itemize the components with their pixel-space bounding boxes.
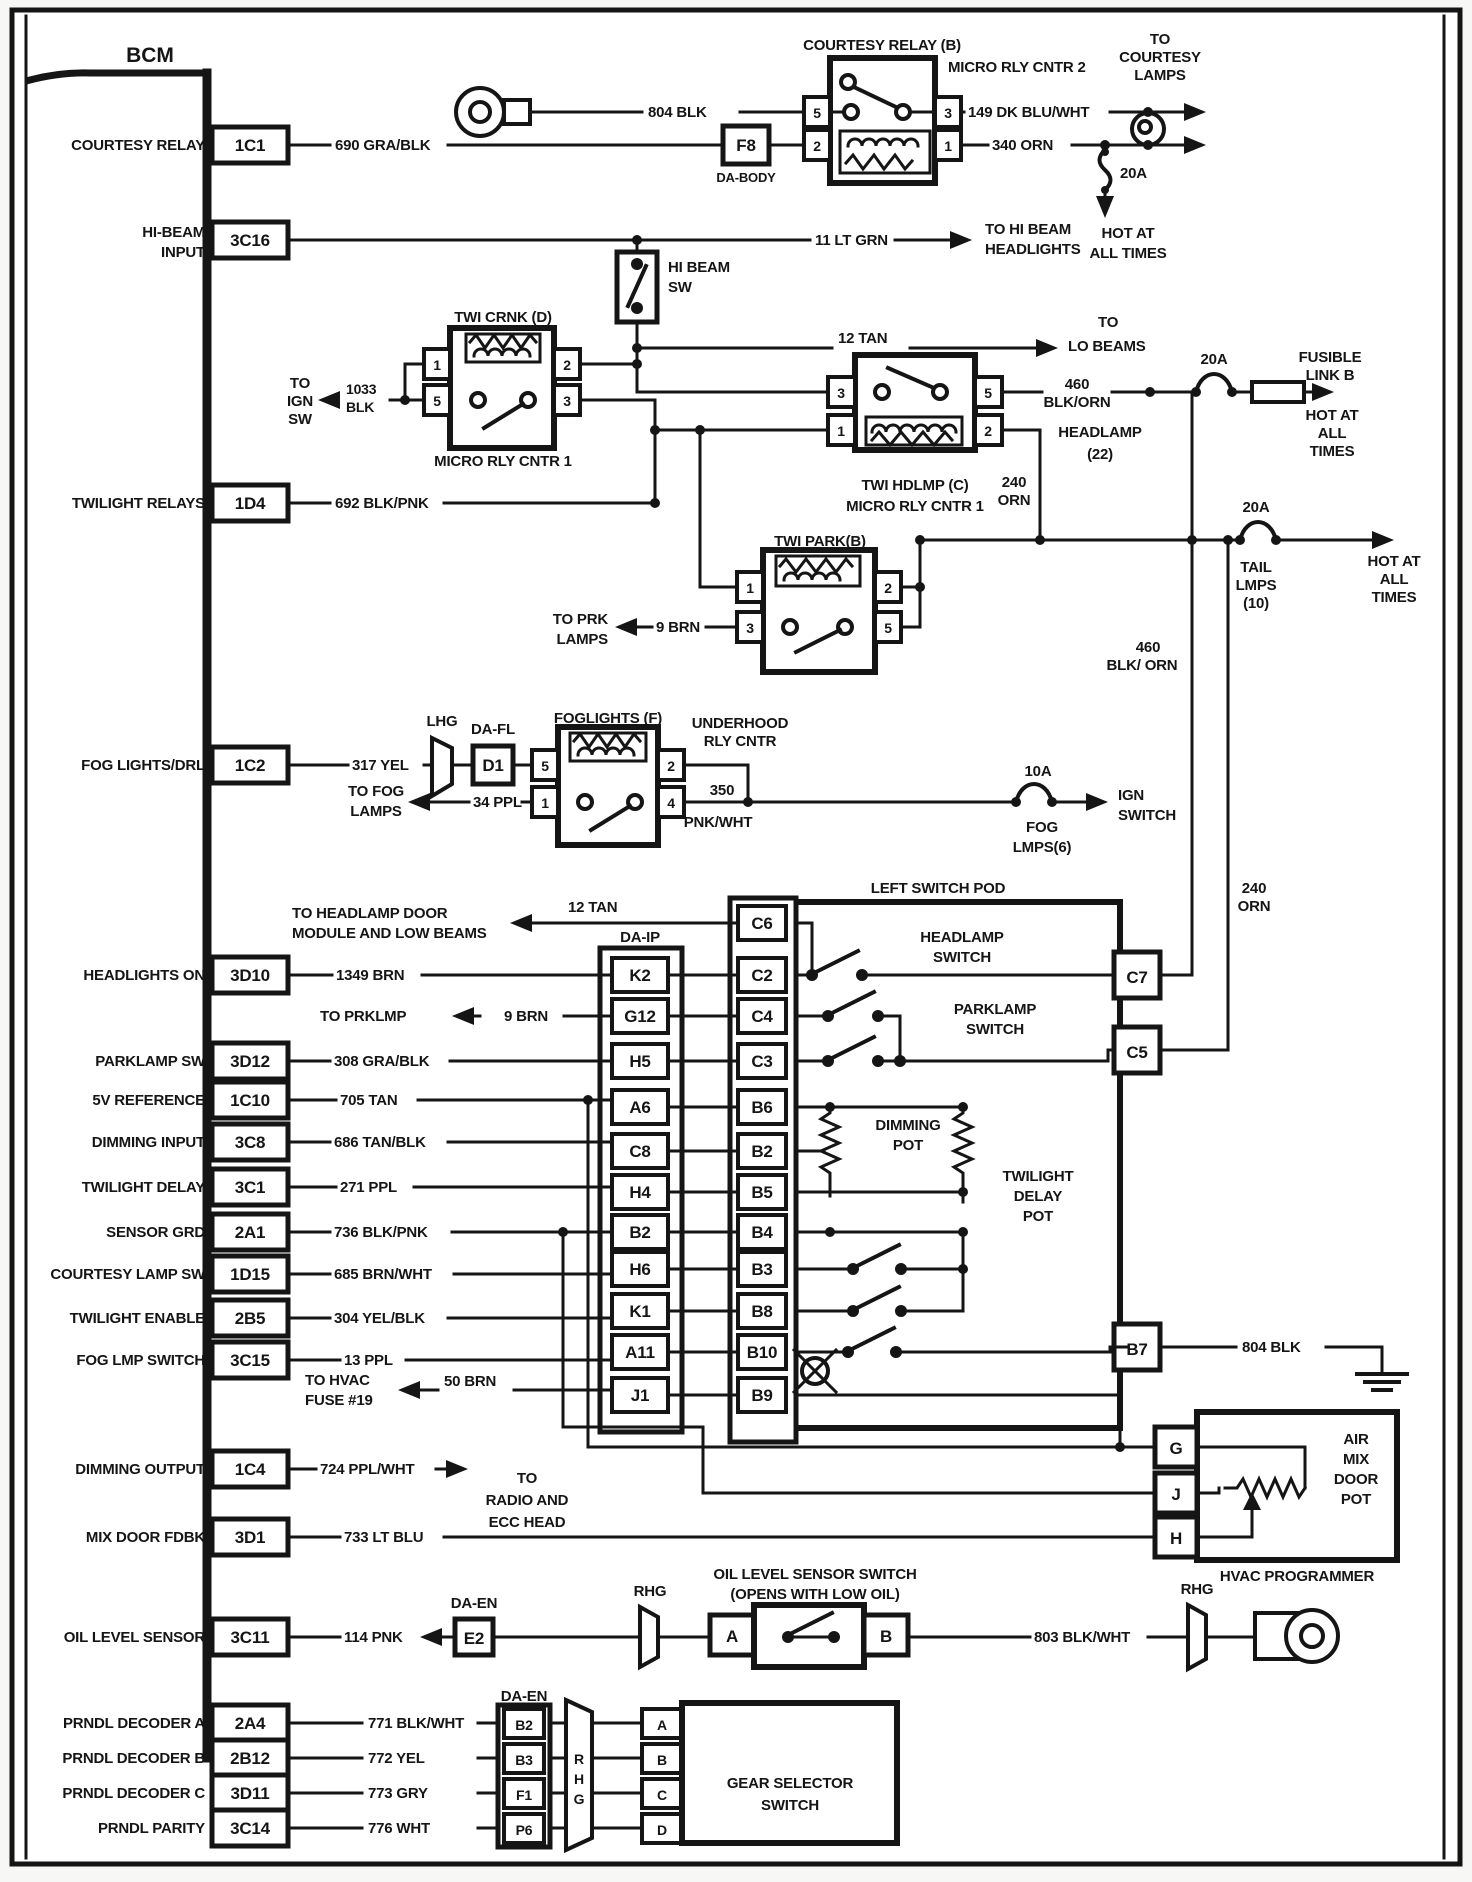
wire-label-724: 724 PPL/WHT [320, 1461, 415, 1478]
bcm-row-label: PRNDL DECODER C [62, 1785, 205, 1802]
to-ign-sw2: IGN [286, 393, 314, 410]
bcm-pin-code: 1D4 [234, 494, 266, 513]
da-ip-pin: G12 [624, 1007, 656, 1026]
parklamp-switch-label: PARKLAMP [953, 1001, 1037, 1018]
da-ip-pin: B2 [629, 1223, 651, 1242]
to-prklmp-label: TO PRKLMP [320, 1008, 407, 1025]
bcm-pin-code: 3C8 [234, 1133, 266, 1152]
all-times-label: ALL TIMES [1089, 245, 1167, 262]
pod-pin: C4 [751, 1007, 773, 1026]
fusible-link-label: FUSIBLE [1298, 349, 1362, 366]
wire-label-350b: PNK/WHT [683, 814, 753, 831]
hvac-pin: G [1169, 1439, 1183, 1458]
wire-label-685: 685 BRN/WHT [334, 1266, 432, 1283]
relay-coil-symbol [840, 131, 930, 173]
tail-lmps-label2: LMPS [1235, 577, 1277, 594]
twilight-pot-label: TWILIGHT [1002, 1168, 1074, 1185]
wire-label-271: 271 PPL [340, 1179, 397, 1196]
ign-switch-label: IGN [1118, 787, 1145, 804]
bcm-row-label: TWILIGHT RELAYS [71, 495, 205, 512]
to-hvac-label2: FUSE #19 [305, 1392, 373, 1409]
relay-pin: 1 [837, 423, 845, 439]
wire-label-240-vert2: ORN [1237, 898, 1271, 915]
pod-pin: B9 [751, 1386, 773, 1405]
air-mix-pot-label2: MIX [1342, 1451, 1370, 1468]
hvac-programmer [1155, 1412, 1397, 1585]
wire-label-12tan-pod: 12 TAN [568, 899, 618, 916]
da-ip-pin: K2 [629, 966, 651, 985]
pod-pin: C2 [751, 966, 773, 985]
pod-pin: B6 [751, 1098, 773, 1117]
bcm-pin-code: 2A1 [234, 1223, 266, 1242]
bcm-row-label: PRNDL DECODER A [62, 1715, 205, 1732]
ign-switch-label2: SWITCH [1118, 807, 1176, 824]
left-switch-pod-box [780, 902, 1120, 1428]
air-mix-pot-label3: DOOR [1333, 1471, 1379, 1488]
to-fog-lamps2: LAMPS [350, 803, 402, 820]
air-mix-pot-label4: POT [1340, 1491, 1372, 1508]
hi-beam-sw-label: HI BEAM [668, 259, 730, 276]
gear-selector-label: GEAR SELECTOR [726, 1775, 854, 1792]
rhg-letter: R [574, 1751, 584, 1767]
wire-label-705: 705 TAN [340, 1092, 398, 1109]
rhg-letter: H [574, 1771, 584, 1787]
da-en-label: DA-EN [450, 1595, 498, 1612]
gear-pin: C [657, 1787, 667, 1803]
pod-pin: B10 [746, 1343, 778, 1362]
hvac-pin: H [1169, 1529, 1183, 1548]
headlamp-fuse-name: HEADLAMP [1058, 424, 1142, 441]
bcm-pin-code: 1C1 [234, 136, 266, 155]
gear-pin: D [657, 1822, 667, 1838]
wire-label-460b: BLK/ORN [1043, 394, 1111, 411]
to-ign-sw3: SW [288, 411, 312, 428]
to-prk-lamps: TO PRK [552, 611, 608, 628]
bcm-row-label: HEADLIGHTS ON [83, 967, 205, 984]
relay-pin: 5 [984, 385, 992, 401]
da-ip-label: DA-IP [620, 929, 660, 946]
fuse-rating: 20A [1200, 351, 1228, 368]
wire-label-13ppl: 13 PPL [344, 1352, 393, 1369]
da-ip-pin: H6 [629, 1260, 651, 1279]
wire-label-773: 773 GRY [368, 1785, 428, 1802]
courtesy-relay-title: COURTESY RELAY (B) [803, 37, 961, 54]
ring-terminal-icon [1255, 1610, 1338, 1662]
bcm-pin-code: 3C16 [230, 231, 270, 250]
hi-beam-sw-label2: SW [668, 279, 692, 296]
connector-d1-label: D1 [482, 756, 504, 775]
hot-at-label: HOT AT [1101, 225, 1155, 242]
air-mix-pot-label: AIR [1343, 1431, 1369, 1448]
gear-selector-box [682, 1703, 897, 1843]
da-fl-label: DA-FL [471, 721, 515, 738]
wire-label-304: 304 YEL/BLK [334, 1310, 425, 1327]
relay-pin: 2 [984, 423, 992, 439]
hot-at-label: HOT AT [1367, 553, 1421, 570]
wire-label-350: 350 [709, 782, 735, 799]
to-courtesy-lamps: TO [1149, 31, 1171, 48]
wire-label-240: 240 [1001, 474, 1027, 491]
wire-label-736: 736 BLK/PNK [334, 1224, 428, 1241]
wire-label-114: 114 PNK [344, 1629, 403, 1646]
bcm-row-label: SENSOR GRD [106, 1224, 205, 1241]
parklamp-switch-label2: SWITCH [966, 1021, 1024, 1038]
da-ip-pin: H4 [629, 1183, 651, 1202]
relay-pin: 2 [884, 580, 892, 596]
relay-pin: 3 [837, 385, 845, 401]
da-en-pin: F1 [516, 1787, 532, 1803]
wire-label-11: 11 LT GRN [815, 232, 888, 249]
da-en-pin: P6 [515, 1822, 533, 1838]
to-courtesy-lamps: LAMPS [1134, 67, 1186, 84]
to-fog-lamps: TO FOG [347, 783, 405, 800]
bcm-row-label: TWILIGHT DELAY [81, 1179, 205, 1196]
tail-lmps-label: TAIL [1240, 559, 1272, 576]
bcm-pin-code: 1C2 [234, 756, 266, 775]
twi-hdlmp-title: TWI HDLMP (C) [861, 477, 969, 494]
da-ip-pin: J1 [630, 1386, 650, 1405]
pod-pin: B5 [751, 1183, 773, 1202]
wire-label-340: 340 ORN [992, 137, 1054, 154]
to-radio-label3: ECC HEAD [488, 1514, 566, 1531]
bcm-row-label: PRNDL DECODER B [62, 1750, 205, 1767]
bcm-row-label: FOG LMP SWITCH [76, 1352, 205, 1369]
dimming-pot-label2: POT [892, 1137, 924, 1154]
relay-pin: 5 [433, 393, 441, 409]
tail-lmps-label3: (10) [1243, 595, 1269, 612]
relay-pin: 5 [541, 758, 549, 774]
bcm-pin-code: 3C15 [230, 1351, 270, 1370]
da-body-label: DA-BODY [716, 170, 776, 185]
to-headlamp-door2: MODULE AND LOW BEAMS [292, 925, 487, 942]
oil-pin: B [879, 1627, 893, 1646]
headlamp-switch-label: HEADLAMP [920, 929, 1004, 946]
bcm-row-label: DIMMING OUTPUT [75, 1461, 205, 1478]
wire-label-460-vert: 460 [1135, 639, 1161, 656]
bcm-row-label: PARKLAMP SW [95, 1053, 205, 1070]
relay-pin: 3 [746, 620, 754, 636]
to-headlamp-door: TO HEADLAMP DOOR [292, 905, 448, 922]
relay-pin: 4 [667, 795, 675, 811]
wire-label-692: 692 BLK/PNK [335, 495, 429, 512]
bcm-pin-code: 3C11 [230, 1628, 270, 1647]
hvac-pin: J [1171, 1485, 1181, 1504]
times-label: TIMES [1309, 443, 1355, 460]
twilight-pot-label3: POT [1022, 1208, 1054, 1225]
wire-label-804-b7: 804 BLK [1242, 1339, 1301, 1356]
da-ip-pin: H5 [629, 1052, 651, 1071]
wire-label-803: 803 BLK/WHT [1034, 1629, 1131, 1646]
hvac-programmer-label: HVAC PROGRAMMER [1219, 1568, 1375, 1585]
bcm-row-label: COURTESY LAMP SW [50, 1266, 205, 1283]
relay-pin: 1 [746, 580, 754, 596]
relay-pin: 2 [813, 138, 821, 154]
relay-pin: 5 [884, 620, 892, 636]
to-lo-beams: TO [1098, 314, 1119, 331]
wire-label-733: 733 LT BLU [344, 1529, 424, 1546]
to-hvac-label: TO HVAC [305, 1372, 370, 1389]
rhg-label: RHG [1180, 1581, 1214, 1598]
oil-pin: A [725, 1627, 739, 1646]
bcm-row-label: MIX DOOR FDBK [85, 1529, 205, 1546]
bcm-pin-code: 2B12 [230, 1749, 270, 1768]
bcm-pin-code: 1D15 [230, 1265, 270, 1284]
bcm-pin-code: 1C4 [234, 1460, 266, 1479]
lhg-label: LHG [426, 713, 458, 730]
wire-label-317: 317 YEL [352, 757, 409, 774]
to-hi-beam-label: TO HI BEAM [985, 221, 1072, 238]
micro-rly-cntr1-label: MICRO RLY CNTR 1 [434, 453, 572, 470]
bcm-pin-code: 3D11 [230, 1784, 270, 1803]
bcm-row-label: PRNDL PARITY [97, 1820, 205, 1837]
wire-label-1033: 1033 [346, 381, 377, 397]
gear-pin: A [657, 1717, 667, 1733]
bcm-row-label: TWILIGHT ENABLE [69, 1310, 205, 1327]
underhood-rly-cntr2: RLY CNTR [703, 733, 777, 750]
pod-pin: C6 [751, 914, 773, 933]
oil-switch-title2: (OPENS WITH LOW OIL) [730, 1586, 900, 1603]
micro-rly-cntr2-label: MICRO RLY CNTR 2 [948, 59, 1086, 76]
bcm-row-label: HI-BEAM [142, 224, 205, 241]
rhg-letter: G [573, 1791, 585, 1807]
pod-pin: B8 [751, 1302, 773, 1321]
indicator-bulb-icon [794, 1350, 836, 1392]
wire-label-686: 686 TAN/BLK [334, 1134, 426, 1151]
wire-label-240b: ORN [997, 492, 1031, 509]
pod-pin: B3 [751, 1260, 773, 1279]
hot-at-label: HOT AT [1305, 407, 1359, 424]
relay-coil-symbol [570, 733, 646, 761]
fog-lmps-label2: LMPS(6) [1012, 839, 1072, 856]
wire-label-776: 776 WHT [368, 1820, 430, 1837]
da-en-pin: B3 [515, 1752, 533, 1768]
wire-label-12tan: 12 TAN [838, 330, 888, 347]
bcm-pin-code: 3C14 [230, 1819, 270, 1838]
wire-label-772: 772 YEL [368, 1750, 425, 1767]
da-en-label: DA-EN [500, 1688, 548, 1705]
wire-label-1349: 1349 BRN [336, 967, 405, 984]
relay-pin: 3 [563, 393, 571, 409]
wire-label-771: 771 BLK/WHT [368, 1715, 465, 1732]
all-label: ALL [1379, 571, 1409, 588]
bcm-pin-code: 1C10 [230, 1091, 270, 1110]
bcm-row-label: DIMMING INPUT [91, 1134, 205, 1151]
bcm-pin-code: 3D10 [230, 966, 270, 985]
relay-pin: 2 [667, 758, 675, 774]
wire-label-9brn: 9 BRN [656, 619, 701, 636]
gear-selector-label2: SWITCH [761, 1797, 819, 1814]
wire-label-308: 308 GRA/BLK [334, 1053, 430, 1070]
pod-right-pin: C7 [1126, 968, 1148, 987]
relay-pin: 5 [813, 105, 821, 121]
bcm-row-label: COURTESY RELAY [71, 137, 205, 154]
da-en-pin: B2 [515, 1717, 533, 1733]
bcm-pin-code: 3C1 [234, 1178, 266, 1197]
da-ip-pin: C8 [629, 1142, 651, 1161]
fog-lmps-label: FOG [1026, 819, 1058, 836]
da-ip-pin: K1 [629, 1302, 651, 1321]
wire-label-149: 149 DK BLU/WHT [968, 104, 1090, 121]
underhood-rly-cntr: UNDERHOOD [691, 715, 789, 732]
relay-coil-symbol [776, 556, 860, 586]
to-hi-beam-label2: HEADLIGHTS [985, 241, 1081, 258]
bcm-pin-code: 3D1 [234, 1528, 266, 1547]
wire-label-50brn: 50 BRN [444, 1373, 497, 1390]
relay-pin: 1 [541, 795, 549, 811]
relay-coil-symbol [466, 334, 540, 362]
pod-pin: C3 [751, 1052, 773, 1071]
fusible-link-icon [1252, 382, 1304, 402]
wire-label-34: 34 PPL [473, 794, 522, 811]
bcm-pin-code: 2B5 [234, 1309, 266, 1328]
wire-label-240-vert: 240 [1241, 880, 1267, 897]
pod-right-pin: B7 [1126, 1340, 1148, 1359]
all-label: ALL [1317, 425, 1347, 442]
pod-pin: B4 [751, 1223, 773, 1242]
micro-rly-cntr1-label: MICRO RLY CNTR 1 [846, 498, 984, 515]
headlamp-switch-label2: SWITCH [933, 949, 991, 966]
to-radio-label: TO [516, 1470, 538, 1487]
fuse-rating: 10A [1024, 763, 1052, 780]
bcm-row-label: 5V REFERENCE [92, 1092, 205, 1109]
relay-coil-symbol [866, 417, 962, 445]
twi-park-title: TWI PARK(B) [774, 533, 866, 550]
pod-right-pin: C5 [1126, 1043, 1148, 1062]
wire-label-804: 804 BLK [648, 104, 707, 121]
connector-e2-label: E2 [463, 1629, 485, 1648]
fuse-rating: 20A [1120, 165, 1147, 182]
twi-crnk-title: TWI CRNK (D) [454, 309, 552, 326]
foglights-title: FOGLIGHTS (F) [553, 710, 663, 727]
times-label: TIMES [1371, 589, 1417, 606]
bcm-row-label2: INPUT [160, 244, 205, 261]
wire-label-9brn-pod: 9 BRN [504, 1008, 549, 1025]
headlamp-fuse-num: (22) [1087, 446, 1113, 463]
wire-label-460: 460 [1064, 376, 1090, 393]
to-lo-beams2: LO BEAMS [1068, 338, 1146, 355]
to-courtesy-lamps: COURTESY [1119, 49, 1201, 66]
relay-pin: 2 [563, 357, 571, 373]
wire-label-690: 690 GRA/BLK [335, 137, 431, 154]
relay-pin: 3 [944, 105, 952, 121]
to-radio-label2: RADIO AND [485, 1492, 569, 1509]
bcm-pin-code: 2A4 [234, 1714, 266, 1733]
to-prk-lamps2: LAMPS [556, 631, 608, 648]
wire-label-460-vert2: BLK/ ORN [1106, 657, 1178, 674]
gear-pin: B [657, 1752, 667, 1768]
dimming-pot-label: DIMMING [875, 1117, 941, 1134]
relay-pin: 1 [433, 357, 441, 373]
left-switch-pod-title: LEFT SWITCH POD [870, 880, 1006, 897]
fuse-rating: 20A [1242, 499, 1270, 516]
da-ip-pin: A6 [629, 1098, 651, 1117]
wire-label-1033b: BLK [346, 399, 375, 415]
pod-pin: B2 [751, 1142, 773, 1161]
bcm-pin-code: 3D12 [230, 1052, 270, 1071]
bcm-title: BCM [126, 44, 174, 67]
fusible-link-label2: LINK B [1305, 367, 1355, 384]
da-ip-pin: A11 [625, 1343, 655, 1362]
fuse-f8-label: F8 [736, 136, 756, 155]
relay-pin: 1 [944, 138, 952, 154]
bcm-row-label: OIL LEVEL SENSOR [63, 1629, 205, 1646]
oil-switch-title: OIL LEVEL SENSOR SWITCH [713, 1566, 917, 1583]
bcm-row-label: FOG LIGHTS/DRL [81, 757, 205, 774]
to-ign-sw: TO [289, 375, 311, 392]
rhg-label: RHG [633, 1583, 667, 1600]
twilight-pot-label2: DELAY [1013, 1188, 1063, 1205]
